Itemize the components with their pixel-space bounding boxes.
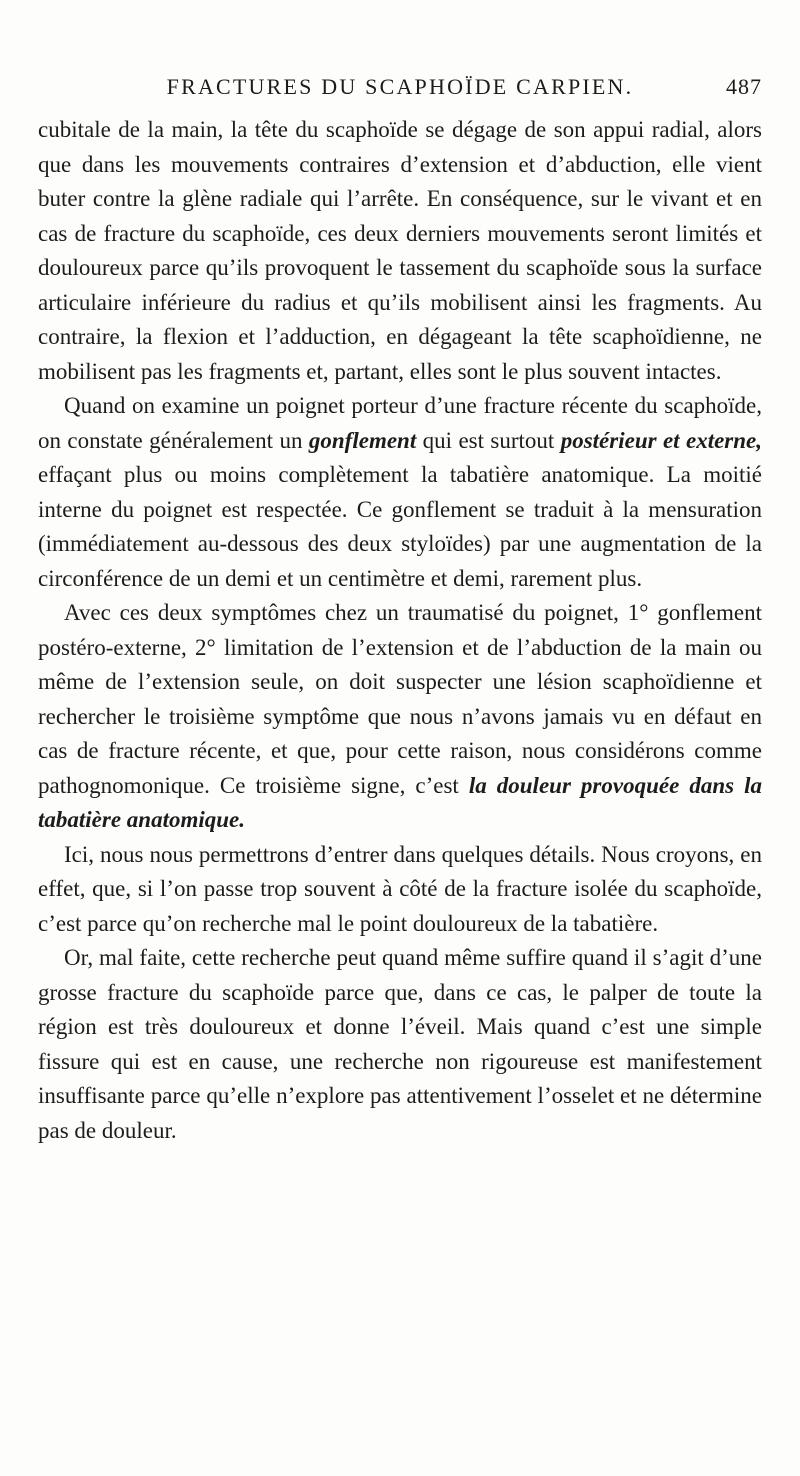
paragraph-text: effaçant plus ou moins complètement la tabatière anatomique. La moitié interne du poignet est respectée. Ce gonflement se traduit à la mensuration (immédiatement au-dessous des deux styloïdes) par une augmentation de la circonférence de un demi et un centimètre et demi, rarement plus. bbox=[38, 462, 762, 591]
emphasis-text: postérieur et externe, bbox=[560, 427, 762, 453]
page-number: 487 bbox=[726, 74, 762, 99]
paragraph-text: Quand on examine un poignet porteur d’une fracture récente du scaphoïde, on constate généralement un bbox=[38, 393, 762, 453]
paragraph-text: Avec ces deux symptômes chez un traumatisé du poignet, 1° gonflement postéro-externe, 2° limitation de l’extension et de l’abduction de la main ou même de l’extension seule, on doit suspecter une lésion scaphoïdienne et rechercher le troisième symptôme que nous n’avons jamais vu en défaut en cas de fracture récente, et que, pour cette raison, nous considérons comme pathognomonique. Ce troisième signe, c’est bbox=[38, 600, 762, 798]
paragraph-4 bbox=[38, 838, 762, 942]
paragraph-text: cubitale de la main, la tête du scaphoïde se dégage de son appui radial, alors que dans les mouvements contraires d’extension et d’abduction, elle vient buter contre la glène radiale qui l’arrête. En conséquence, sur le vivant et en cas de fracture du scaphoïde, ces deux derniers mouvements seront limités et douloureux parce qu’ils provoquent le tassement du scaphoïde sous la surface articulaire inférieure du radius et qu’ils mobilisent ainsi les fragments. Au contraire, la flexion et l’adduction, en dégageant la tête scaphoïdienne, ne mobilisent pas les fragments et, partant, elles sont le plus souvent intactes. bbox=[38, 117, 762, 384]
running-title: FRACTURES DU SCAPHOÏDE CARPIEN. bbox=[166, 74, 634, 99]
paragraph-text: qui est surtout bbox=[416, 427, 561, 453]
paragraph-text: Or, mal faite, cette recherche peut quand même suffire quand il s’agit d’une grosse fracture du scaphoïde parce que, dans ce cas, le palper de toute la région est très douloureux et donne l’éveil. Mais quand c’est une simple fissure qui est en cause, une recherche non rigoureuse est manifestement insuffisante parce qu’elle n’explore pas attentivement l’osselet et ne détermine pas de douleur. bbox=[38, 945, 762, 1143]
paragraph-2 bbox=[38, 389, 762, 596]
paragraph-5 bbox=[38, 941, 762, 1148]
paragraph-1 bbox=[38, 113, 762, 389]
body-text bbox=[38, 113, 762, 1148]
paragraph-3 bbox=[38, 596, 762, 838]
emphasis-text: la douleur provoquée dans la tabatière anatomique. bbox=[38, 772, 762, 832]
emphasis-text: gonflement bbox=[308, 427, 417, 453]
page-header bbox=[38, 74, 762, 108]
paragraph-text: Ici, nous nous permettrons d’entrer dans quelques détails. Nous croyons, en effet, que, si l’on passe trop souvent à côté de la fracture isolée du scaphoïde, c’est parce qu’on recherche mal le point douloureux de la tabatière. bbox=[38, 841, 762, 936]
